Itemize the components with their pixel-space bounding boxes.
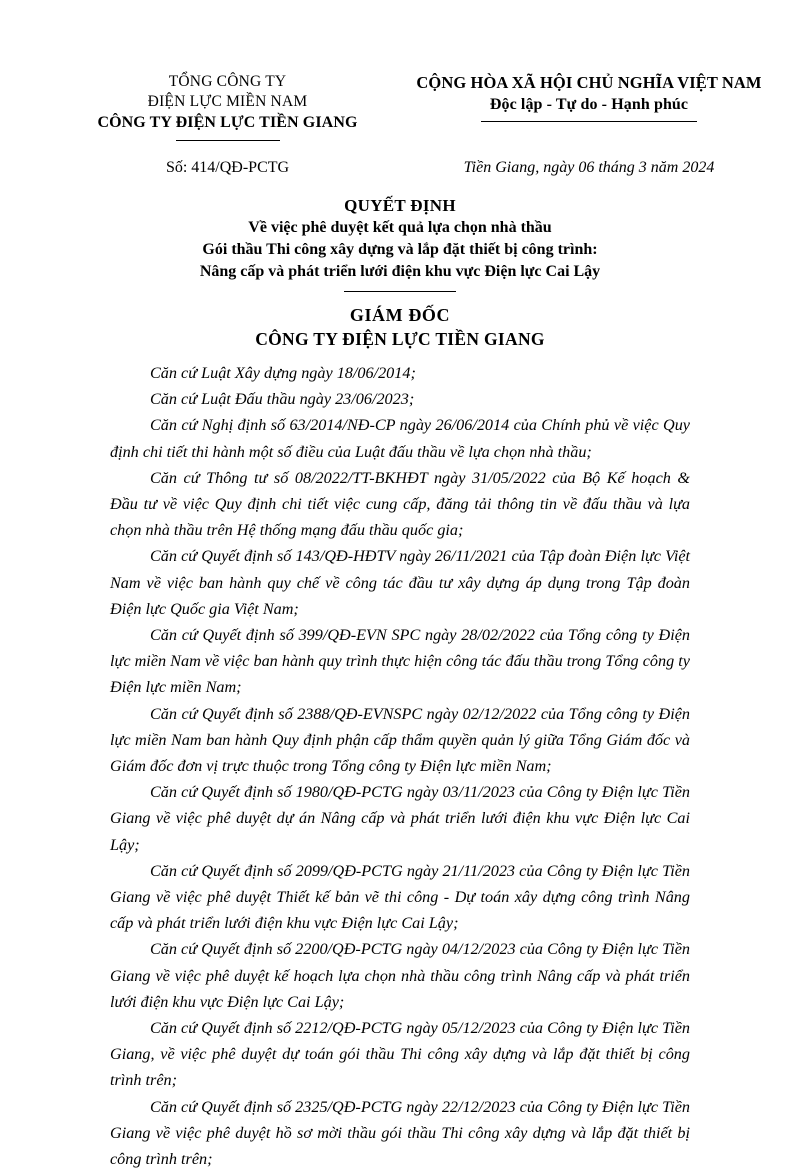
legal-basis-paragraph: Căn cứ Quyết định số 2099/QĐ-PCTG ngày 21/11/2023 của Công ty Điện lực Tiền Giang về việc phê duyệt Thiết kế bản vẽ thi công - Dự toán xây dựng công trình Nâng cấp và phát triển lưới điện khu vực Điện lực Cai Lậy; [110, 861, 690, 933]
parent-corporation-name: ĐIỆN LỰC MIỀN NAM [147, 93, 308, 110]
title-underline-rule [344, 291, 456, 292]
legal-basis-paragraph: Căn cứ Nghị định số 63/2014/NĐ-CP ngày 26/06/2014 của Chính phủ về việc Quy định chi tiết thi hành một số điều của Luật đấu thầu về lựa chọn nhà thầu; [110, 416, 690, 461]
national-heading-block [400, 72, 800, 122]
document-subject-line-3: Nâng cấp và phát triển lưới điện khu vực Điện lực Cai Lậy [199, 263, 601, 280]
signing-authority-block [0, 303, 800, 351]
legal-basis-paragraph: Căn cứ Quyết định số 1980/QĐ-PCTG ngày 03/11/2023 của Công ty Điện lực Tiền Giang về việc phê duyệt dự án Nâng cấp và phát triển lưới điện khu vực Điện lực Cai Lậy; [110, 783, 690, 854]
legal-basis-paragraph: Căn cứ Luật Xây dựng ngày 18/06/2014; [150, 364, 416, 382]
signer-title: GIÁM ĐỐC [349, 305, 451, 325]
issuing-company-name: CÔNG TY ĐIỆN LỰC TIỀN GIANG [97, 114, 358, 131]
org-underline-rule [176, 140, 280, 141]
national-motto-line: Độc lập - Tự do - Hạnh phúc [489, 96, 689, 113]
legal-basis-paragraph: Căn cứ Quyết định số 2325/QĐ-PCTG ngày 22/12/2023 của Công ty Điện lực Tiền Giang về việc phê duyệt hồ sơ mời thầu gói thầu Thi công xây dựng và lắp đặt thiết bị công trình trên; [110, 1097, 690, 1169]
legal-basis-paragraph: Căn cứ Quyết định số 143/QĐ-HĐTV ngày 26/11/2021 của Tập đoàn Điện lực Việt Nam về việc ban hành quy chế về công tác đầu tư xây dựng áp dụng trong Tập đoàn Điện lực Quốc gia Việt Nam; [110, 547, 690, 618]
document-header [0, 72, 800, 141]
parent-corporation-line: TỔNG CÔNG TY [168, 73, 287, 90]
country-name-line: CỘNG HÒA XÃ HỘI CHỦ NGHĨA VIỆT NAM [416, 73, 762, 92]
issuing-organization-block [55, 72, 400, 141]
legal-basis-paragraph: Căn cứ Quyết định số 2388/QĐ-EVNSPC ngày 02/12/2022 của Tổng công ty Điện lực miền Nam ban hành Quy định phận cấp thẩm quyền quản lý giữa Tổng Giám đốc và Giám đốc đơn vị trực thuộc trong Tổng công ty Điện lực miền Nam; [110, 704, 690, 776]
document-meta-row [0, 157, 800, 179]
document-body [110, 360, 690, 1172]
national-underline-rule [481, 121, 697, 122]
legal-basis-paragraph: Căn cứ Quyết định số 2200/QĐ-PCTG ngày 04/12/2023 của Công ty Điện lực Tiền Giang về việc phê duyệt kế hoạch lựa chọn nhà thầu công trình Nâng cấp và phát triển lưới điện khu vực Điện lực Cai Lậy; [110, 940, 690, 1011]
legal-basis-paragraph: Căn cứ Thông tư số 08/2022/TT-BKHĐT ngày 31/05/2022 của Bộ Kế hoạch & Đầu tư về việc Quy định chi tiết việc cung cấp, đăng tải thông tin về đấu thầu và lựa chọn nhà thầu trên Hệ thống mạng đấu thầu quốc gia; [110, 468, 690, 540]
document-type-title: QUYẾT ĐỊNH [344, 196, 456, 215]
document-subject-line-2: Gói thầu Thi công xây dựng và lắp đặt thiết bị công trình: [202, 241, 598, 258]
document-title-block [0, 194, 800, 292]
document-subject-line-1: Về việc phê duyệt kết quả lựa chọn nhà thầu [248, 219, 552, 236]
legal-basis-paragraph: Căn cứ Quyết định số 2212/QĐ-PCTG ngày 05/12/2023 của Công ty Điện lực Tiền Giang, về việc phê duyệt dự toán gói thầu Thi công xây dựng và lắp đặt thiết bị công trình trên; [110, 1019, 690, 1090]
legal-basis-paragraph: Căn cứ Luật Đấu thầu ngày 23/06/2023; [150, 390, 415, 409]
legal-basis-paragraph: Căn cứ Quyết định số 399/QĐ-EVN SPC ngày 28/02/2022 của Tổng công ty Điện lực miền Nam về việc ban hành quy trình thực hiện công tác đấu thầu trong Tổng công ty Điện lực miền Nam; [110, 626, 690, 697]
document-number: Số: 414/QĐ-PCTG [165, 159, 290, 176]
document-place-date: Tiền Giang, ngày 06 tháng 3 năm 2024 [463, 159, 715, 176]
signer-organization: CÔNG TY ĐIỆN LỰC TIỀN GIANG [255, 329, 545, 349]
